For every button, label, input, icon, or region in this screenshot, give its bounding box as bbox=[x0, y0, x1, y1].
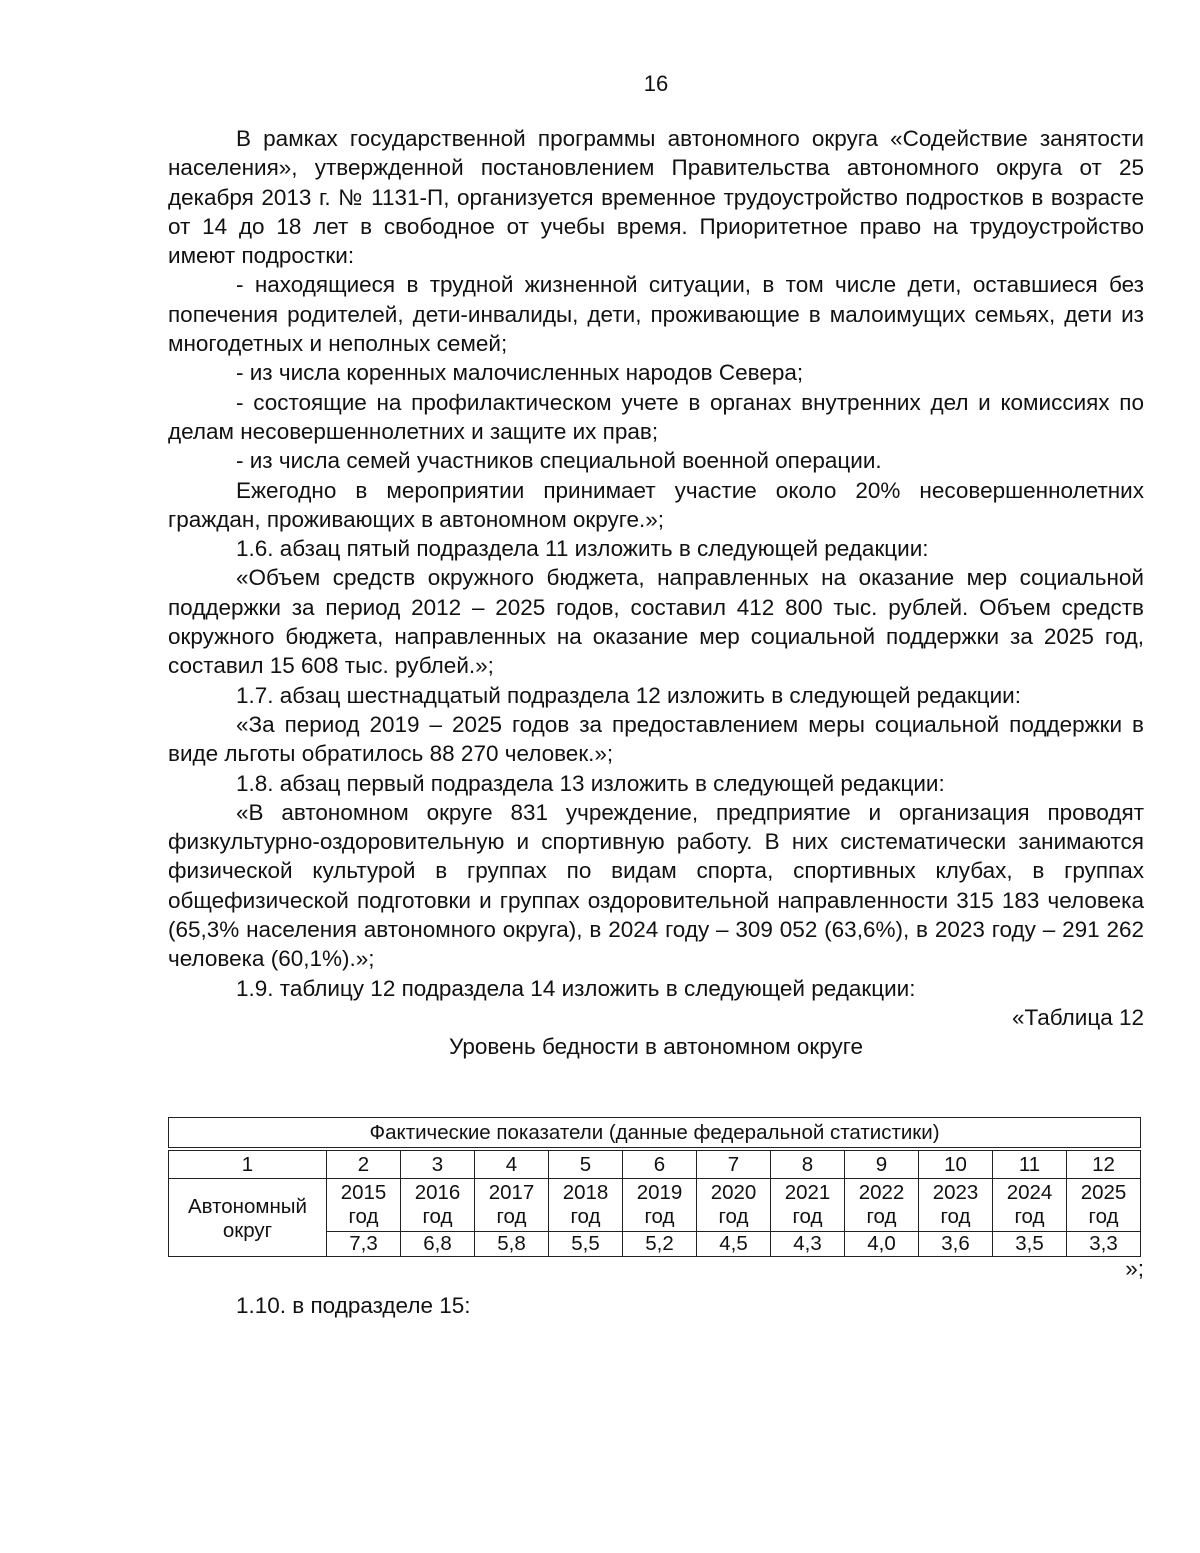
value-cell: 3,5 bbox=[993, 1232, 1067, 1257]
paragraph: 1.7. абзац шестнадцатый подраздела 12 изложить в следующей редакции: bbox=[236, 682, 1021, 708]
year-unit: год bbox=[422, 1205, 453, 1228]
page-number: 16 bbox=[643, 71, 669, 96]
table-header: Фактические показатели (данные федеральной статистики) bbox=[169, 1118, 1141, 1148]
column-number: 1 bbox=[169, 1151, 327, 1179]
year-cell bbox=[1067, 1179, 1141, 1232]
value-cell: 4,3 bbox=[771, 1232, 845, 1257]
year-cell bbox=[549, 1179, 623, 1232]
value-cell: 4,5 bbox=[697, 1232, 771, 1257]
paragraph: 1.9. таблицу 12 подраздела 14 изложить в следующей редакции: bbox=[236, 975, 916, 1001]
value-cell: 5,2 bbox=[623, 1232, 697, 1257]
final-line: 1.10. в подразделе 15: bbox=[236, 1293, 471, 1318]
year-cell bbox=[697, 1179, 771, 1232]
year-unit: год bbox=[496, 1205, 527, 1228]
table-title: Уровень бедности в автономном округе bbox=[449, 1034, 863, 1060]
paragraph: Ежегодно в мероприятии принимает участие около 20% несовершеннолетних граждан, проживающих в автономном округе.»; bbox=[168, 477, 1144, 532]
column-number: 3 bbox=[401, 1151, 475, 1179]
paragraph: «За период 2019 – 2025 годов за предоставлением меры социальной поддержки в виде льготы обратилось 88 270 человек.»; bbox=[168, 711, 1144, 767]
year-cell bbox=[623, 1179, 697, 1232]
year-value: 2019 bbox=[636, 1181, 683, 1204]
year-cell bbox=[919, 1179, 993, 1232]
year-cell bbox=[327, 1179, 401, 1232]
paragraph: 1.8. абзац первый подраздела 13 изложить в следующей редакции: bbox=[236, 770, 945, 796]
paragraph: 1.6. абзац пятый подраздела 11 изложить в следующей редакции: bbox=[236, 536, 929, 562]
year-unit: год bbox=[1014, 1205, 1045, 1228]
year-value: 2020 bbox=[710, 1181, 757, 1204]
year-value: 2018 bbox=[562, 1181, 609, 1204]
year-unit: год bbox=[866, 1205, 897, 1228]
year-unit: год bbox=[1088, 1205, 1119, 1228]
region-label: Автономный округ bbox=[169, 1179, 327, 1257]
year-cell bbox=[771, 1179, 845, 1232]
value-cell: 7,3 bbox=[327, 1232, 401, 1257]
year-value: 2015 bbox=[340, 1181, 387, 1204]
column-number: 5 bbox=[549, 1151, 623, 1179]
body-text bbox=[168, 124, 1144, 1062]
column-number: 9 bbox=[845, 1151, 919, 1179]
year-value: 2016 bbox=[414, 1181, 461, 1204]
value-cell: 3,6 bbox=[919, 1232, 993, 1257]
column-number: 6 bbox=[623, 1151, 697, 1179]
column-number: 11 bbox=[993, 1151, 1067, 1179]
years-row bbox=[169, 1179, 1141, 1232]
poverty-table bbox=[168, 1117, 1141, 1257]
year-value: 2024 bbox=[1006, 1181, 1053, 1204]
year-unit: год bbox=[792, 1205, 823, 1228]
year-value: 2021 bbox=[784, 1181, 831, 1204]
year-value: 2022 bbox=[858, 1181, 905, 1204]
value-cell: 3,3 bbox=[1067, 1232, 1141, 1257]
column-number: 8 bbox=[771, 1151, 845, 1179]
column-numbers-row bbox=[169, 1151, 1141, 1179]
table-label: «Таблица 12 bbox=[1011, 1004, 1144, 1030]
column-number: 10 bbox=[919, 1151, 993, 1179]
list-item: - из числа семей участников специальной военной операции. bbox=[236, 448, 882, 474]
year-cell bbox=[845, 1179, 919, 1232]
value-cell: 4,0 bbox=[845, 1232, 919, 1257]
year-unit: год bbox=[348, 1205, 379, 1228]
year-value: 2025 bbox=[1080, 1181, 1127, 1204]
column-number: 12 bbox=[1067, 1151, 1141, 1179]
year-value: 2017 bbox=[488, 1181, 535, 1204]
column-number: 2 bbox=[327, 1151, 401, 1179]
value-cell: 5,5 bbox=[549, 1232, 623, 1257]
paragraph: «В автономном округе 831 учреждение, предприятие и организация проводят физкультурно-оздоровительную и спортивную работу. В них систематически занимаются физической культурой в группах по видам спорта, спортивных клубах, в группах общефизической подготовки и группах оздоровительной направленности 315 183 человека (65,3% населения автономного округа), в 2024 году – 309 052 (63,6%), в 2023 году – 291 262 человека (60,1%).»; bbox=[168, 799, 1144, 972]
list-item: - из числа коренных малочисленных народов Севера; bbox=[236, 360, 804, 386]
paragraph: «Объем средств окружного бюджета, направленных на оказание мер социальной поддержки за период 2012 – 2025 годов, составил 412 800 тыс. рублей. Объем средств окружного бюджета, направленных на оказание мер социальной поддержки за 2025 год, составил 15 608 тыс. рублей.»; bbox=[168, 565, 1144, 679]
column-number: 7 bbox=[697, 1151, 771, 1179]
list-item: - состоящие на профилактическом учете в органах внутренних дел и комиссиях по делам несовершеннолетних и защите их прав; bbox=[168, 389, 1144, 444]
closing-mark: »; bbox=[1125, 1256, 1144, 1281]
year-value: 2023 bbox=[932, 1181, 979, 1204]
value-cell: 5,8 bbox=[475, 1232, 549, 1257]
column-number: 4 bbox=[475, 1151, 549, 1179]
year-unit: год bbox=[940, 1205, 971, 1228]
paragraph: В рамках государственной программы автономного округа «Содействие занятости населения», утвержденной постановлением Правительства автономного округа от 25 декабря 2013 г. № 1131-П, организуется временное трудоустройство подростков в возрасте от 14 до 18 лет в свободное от учебы время. Приоритетное право на трудоустройство имеют подростки: bbox=[168, 126, 1144, 269]
value-cell: 6,8 bbox=[401, 1232, 475, 1257]
year-unit: год bbox=[570, 1205, 601, 1228]
year-unit: год bbox=[718, 1205, 749, 1228]
year-unit: год bbox=[644, 1205, 675, 1228]
year-cell bbox=[993, 1179, 1067, 1232]
year-cell bbox=[401, 1179, 475, 1232]
year-cell bbox=[475, 1179, 549, 1232]
list-item: - находящиеся в трудной жизненной ситуации, в том числе дети, оставшиеся без попечения родителей, дети-инвалиды, дети, проживающие в малоимущих семьях, дети из многодетных и неполных семей; bbox=[168, 272, 1144, 357]
